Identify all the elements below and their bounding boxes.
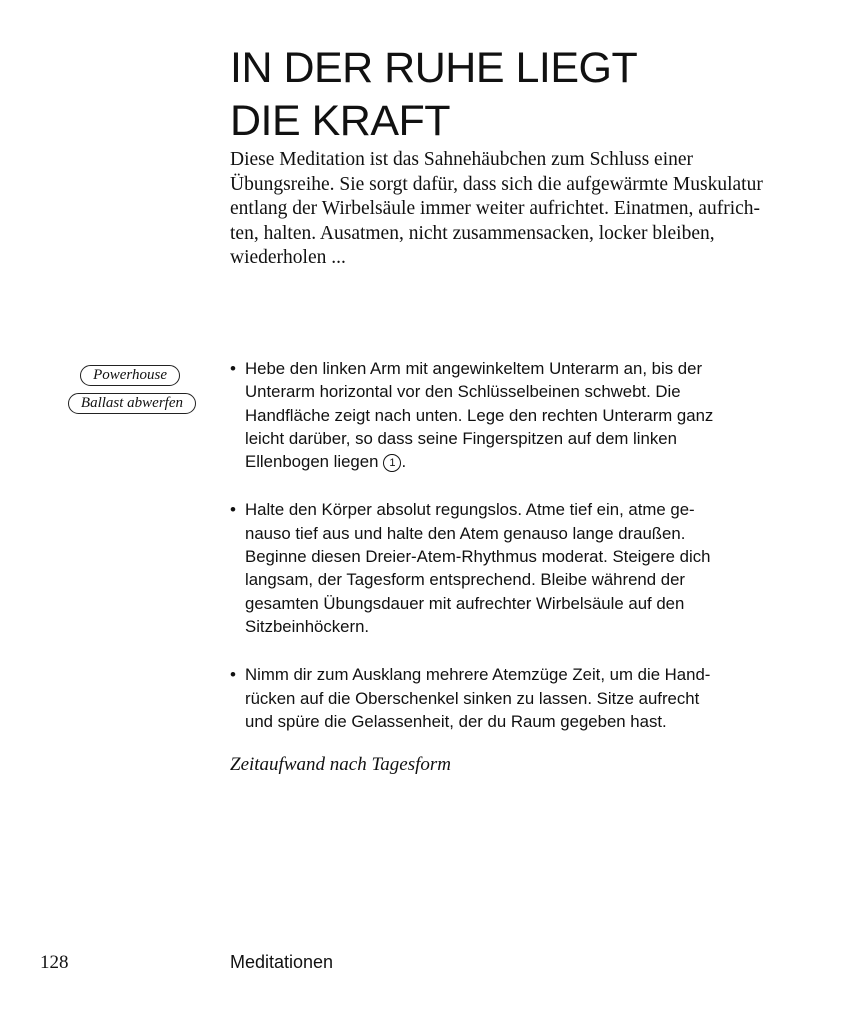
intro-line: ten, halten. Ausatmen, nicht zusammensacken, locker bleiben, — [230, 222, 715, 244]
instruction-item — [230, 663, 760, 733]
instruction-line: nauso tief aus und halte den Atem genauso lange draußen. — [245, 523, 686, 543]
bullet-marker: • — [230, 359, 236, 378]
instruction-item — [230, 498, 760, 638]
intro-line: wiederholen ... — [230, 247, 346, 269]
instruction-line — [245, 450, 760, 473]
section-name: Meditationen — [230, 952, 334, 972]
page-title — [230, 42, 790, 148]
instruction-line: Unterarm horizontal vor den Schlüsselbeinen schwebt. Die — [245, 382, 681, 402]
duration-note: Zeitaufwand nach Tagesform — [230, 754, 451, 775]
instruction-item — [230, 357, 760, 473]
instruction-line-text: Ellenbogen liegen — [245, 452, 379, 472]
intro-paragraph — [230, 148, 763, 271]
bullet-marker: • — [230, 665, 236, 685]
instruction-line: rücken auf die Oberschenkel sinken zu lassen. Sitze aufrecht — [245, 688, 700, 708]
instruction-list — [230, 357, 760, 758]
instruction-line: Nimm dir zum Ausklang mehrere Atemzüge Zeit, um die Hand- — [245, 665, 711, 685]
intro-line: Übungsreihe. Sie sorgt dafür, dass sich die aufgewärmte Muskulatur — [230, 173, 763, 195]
instruction-text — [245, 663, 760, 733]
instruction-line: Beginne diesen Dreier-Atem-Rhythmus moderat. Steigere dich — [245, 547, 711, 567]
instruction-line: Handfläche zeigt nach unten. Lege den rechten Unterarm ganz — [245, 405, 714, 425]
sentence-end: . — [401, 452, 407, 472]
bullet-marker: • — [230, 500, 236, 520]
instruction-text — [245, 357, 760, 473]
tag-ballast-abwerfen: Ballast abwerfen — [68, 393, 196, 414]
title-line-2: DIE KRAFT — [230, 97, 451, 145]
title-line-1: IN DER RUHE LIEGT — [230, 44, 638, 92]
instruction-line: gesamten Übungsdauer mit aufrechter Wirbelsäule auf den — [245, 593, 685, 613]
intro-line: entlang der Wirbelsäule immer weiter aufrichtet. Einatmen, aufrich- — [230, 198, 761, 220]
instruction-line: Halte den Körper absolut regungslos. Atme tief ein, atme ge- — [245, 500, 695, 520]
instruction-line: und spüre die Gelassenheit, der du Raum gegeben hast. — [245, 711, 667, 731]
instruction-line: leicht darüber, so dass seine Fingerspitzen auf dem linken — [245, 428, 677, 448]
instruction-line: Sitzbeinhöckern. — [245, 616, 370, 636]
figure-reference-badge: 1 — [383, 454, 401, 472]
instruction-text — [245, 498, 760, 638]
instruction-line: langsam, der Tagesform entsprechend. Bleibe während der — [245, 570, 685, 590]
tag-powerhouse: Powerhouse — [80, 365, 180, 386]
intro-line: Diese Meditation ist das Sahnehäubchen zum Schluss einer — [230, 149, 694, 170]
page-number: 128 — [40, 952, 69, 973]
instruction-line: Hebe den linken Arm mit angewinkeltem Unterarm an, bis der — [245, 359, 703, 378]
tag-list — [68, 365, 196, 414]
